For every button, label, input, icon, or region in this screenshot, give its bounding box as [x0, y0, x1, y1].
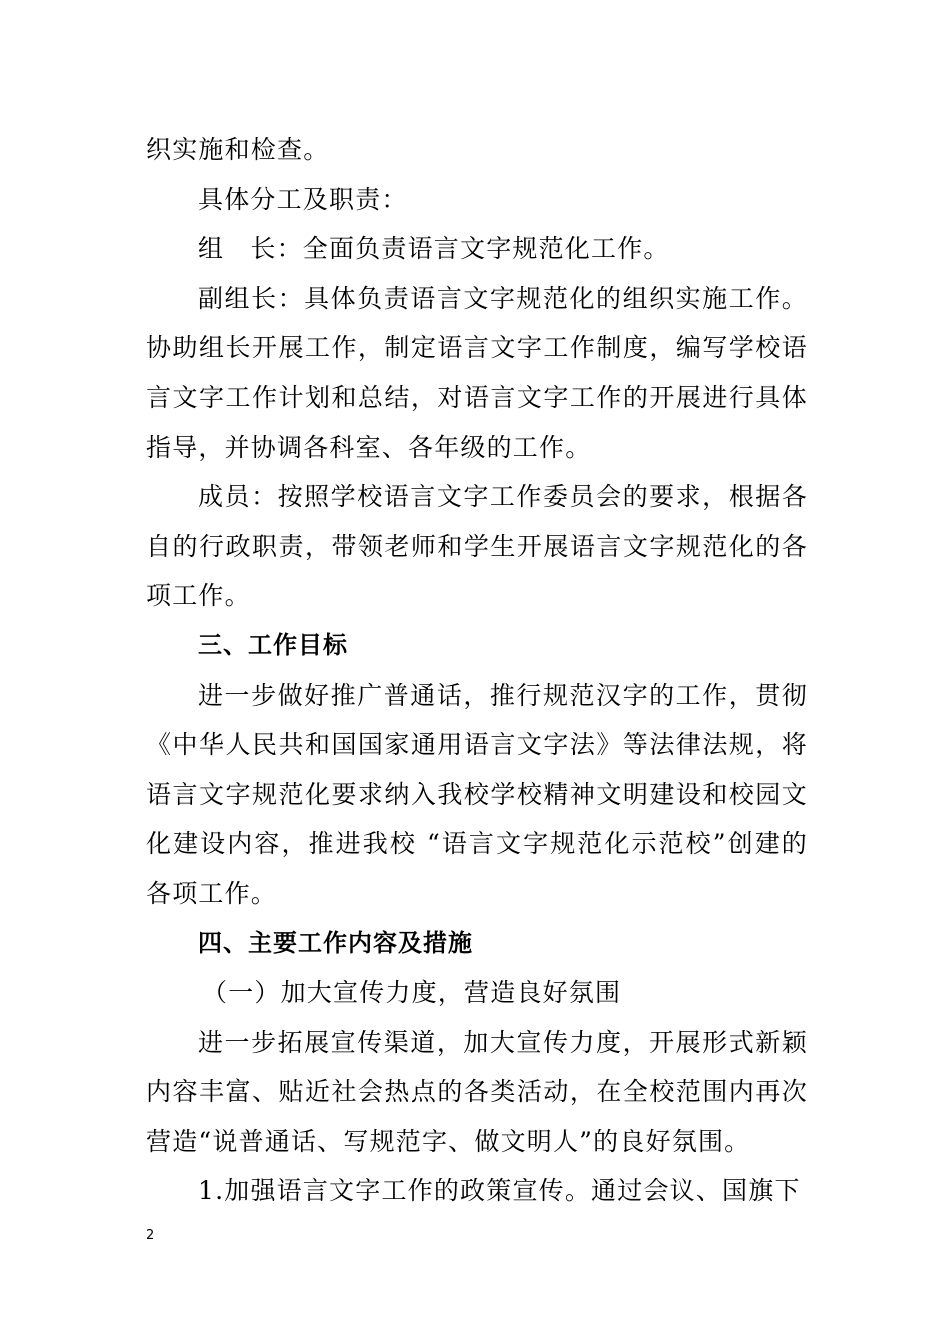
section-heading-work-goals: 三、工作目标	[198, 630, 348, 659]
paragraph-deputy-leader-role: 副组长：具体负责语言文字规范化的组织实施工作。协助组长开展工作，制定语言文字工作制度，编写学校语言文字工作计划和总结，对语言文字工作的开展进行具体指导，并协调各科室、各年级的工作。	[146, 283, 808, 462]
page-number: 2	[146, 1228, 155, 1243]
paragraph-members-role: 成员：按照学校语言文字工作委员会的要求，根据各自的行政职责，带领老师和学生开展语言文字规范化的各项工作。	[146, 482, 808, 611]
paragraph-continuation: 织实施和检查。	[146, 135, 330, 164]
paragraph-division-of-duties: 具体分工及职责：	[198, 184, 408, 214]
paragraph-publicity: 进一步拓展宣传渠道，加大宣传力度，开展形式新颖内容丰富、贴近社会热点的各类活动，在全校范围内再次营造“说普通话、写规范字、做文明人”的良好氛围。	[146, 1027, 808, 1156]
page-body	[146, 125, 808, 1216]
paragraph-leader-role: 组 长：全面负责语言文字规范化工作。	[198, 234, 670, 264]
paragraph-policy-publicity: 1.加强语言文字工作的政策宣传。通过会议、国旗下	[198, 1176, 801, 1206]
subsection-heading-publicity: （一）加大宣传力度，营造良好氛围	[202, 978, 622, 1008]
section-heading-main-work: 四、主要工作内容及措施	[198, 928, 473, 957]
paragraph-work-goals: 进一步做好推广普通话，推行规范汉字的工作，贯彻《中华人民共和国国家通用语言文字法》等法律法规，将语言文字规范化要求纳入我校学校精神文明建设和校园文化建设内容，推进我校 “语言文字规范化示范校”创建的各项工作。	[146, 680, 808, 908]
